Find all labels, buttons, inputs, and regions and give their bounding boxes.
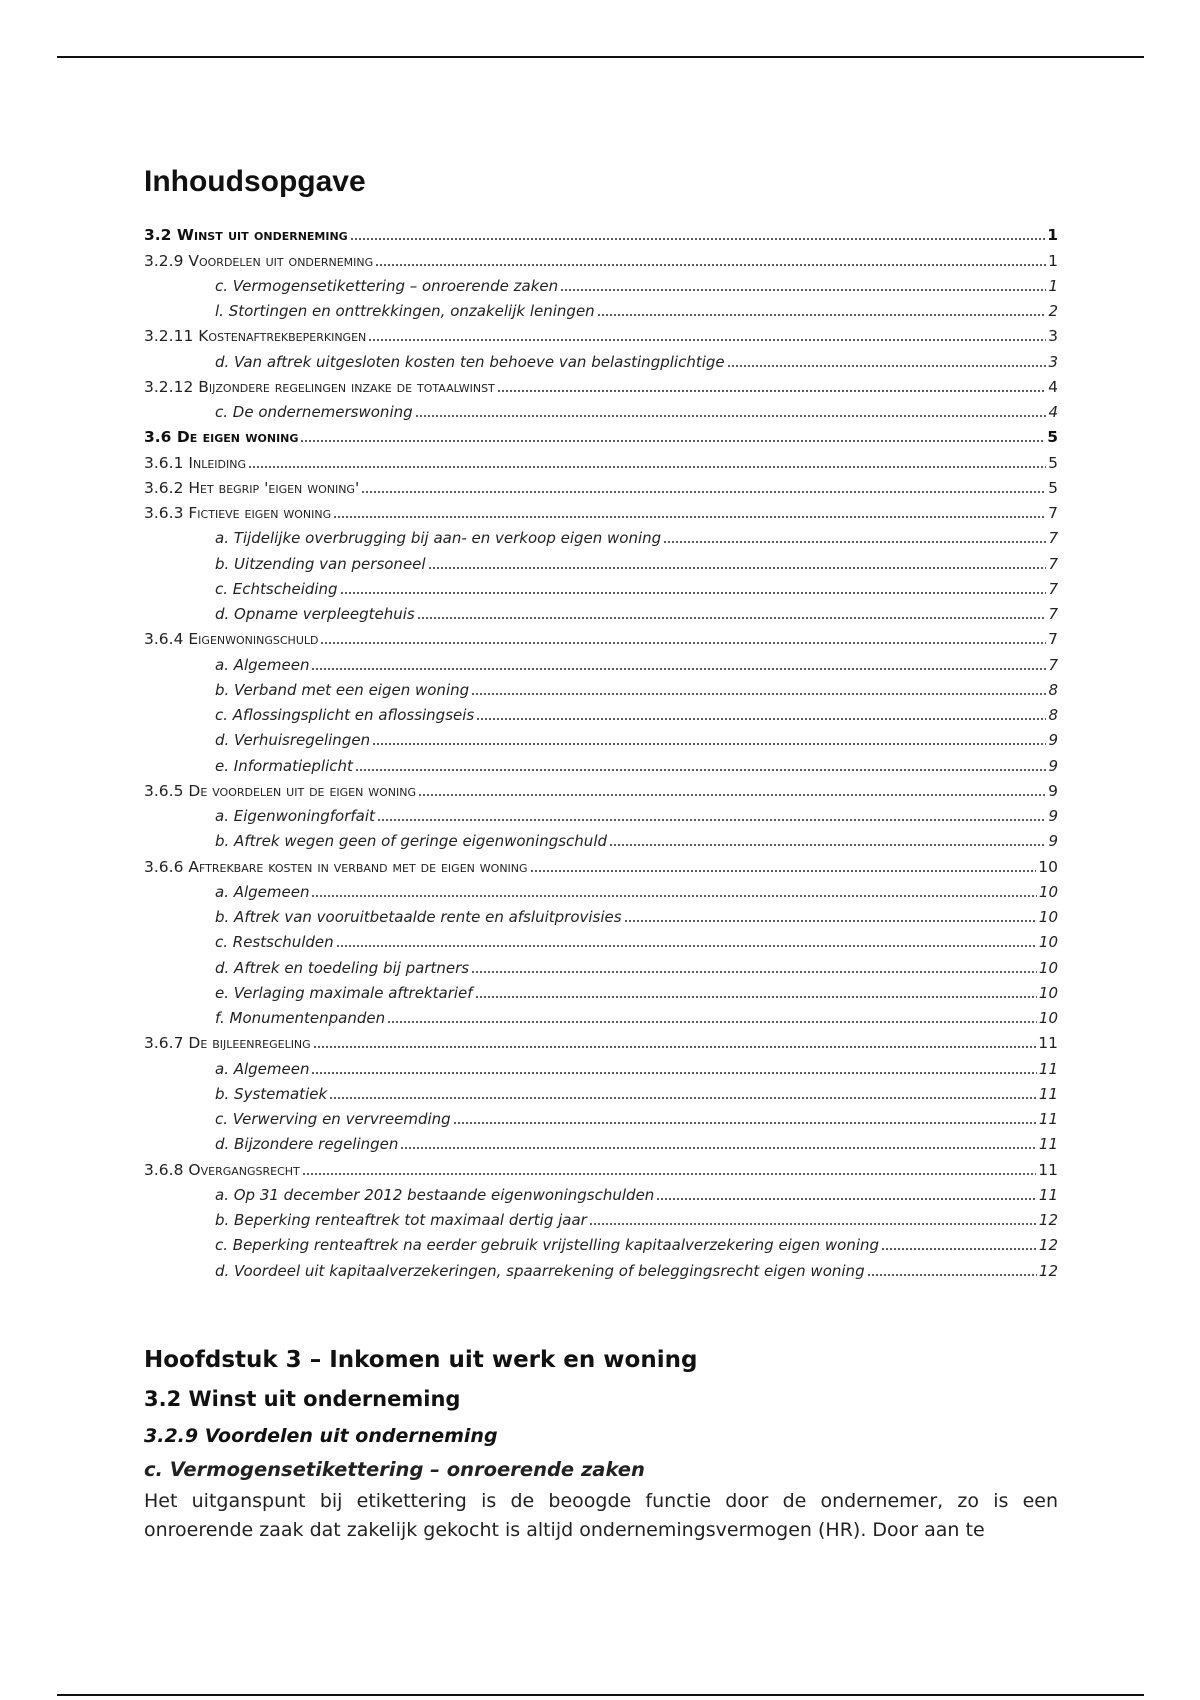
toc-dot-leader [418,794,1046,796]
toc-dot-leader [372,743,1046,745]
toc-entry-text: d. Verhuisregelingen [215,731,371,750]
toc-page-number: 1 [1048,251,1058,270]
toc-entry-text: Eigenwoningschuld [188,630,319,649]
toc-dot-leader [417,617,1047,619]
toc-entry-title [215,402,413,422]
toc-entry-text: Aftrekbare kosten in verband met de eigen woning [188,857,528,876]
toc-page-number: 11 [1038,1135,1058,1154]
toc-page-number: 7 [1048,655,1058,674]
toc-title: Inhoudsopgave [144,165,366,198]
toc-entry[interactable] [144,1104,1058,1129]
toc-dot-leader [313,1046,1037,1048]
toc-dot-leader [336,945,1037,947]
toc-entry-title [215,907,622,927]
toc-entry[interactable] [144,700,1058,725]
toc-entry[interactable] [144,271,1058,296]
toc-entry-title [215,1210,587,1230]
toc-entry-title [144,453,246,473]
toc-entry[interactable] [144,1154,1058,1179]
toc-entry-text: Voordelen uit onderneming [188,251,374,270]
toc-entry-text: c. Beperking renteaftrek na eerder gebruik vrijstelling kapitaalverzekering eigen woning [215,1236,880,1255]
toc-entry[interactable] [144,1129,1058,1154]
toc-page-number: 12 [1038,1236,1058,1255]
toc-dot-leader [867,1274,1037,1276]
toc-entry[interactable] [144,1255,1058,1280]
toc-entry[interactable] [144,851,1058,876]
toc-entry-title [215,1261,865,1281]
toc-entry[interactable] [144,245,1058,270]
toc-entry[interactable] [144,574,1058,599]
toc-entry-number: 3.6.3 [144,504,184,522]
toc-entry-text: d. Bijzondere regelingen [215,1135,399,1154]
toc-entry[interactable] [144,624,1058,649]
toc-page-number: 4 [1048,403,1058,421]
toc-page-number: 10 [1038,882,1058,901]
toc-dot-leader [311,1072,1036,1074]
toc-entry[interactable] [144,447,1058,472]
toc-entry[interactable] [144,1079,1058,1104]
toc-entry-text: De bijleenregeling [188,1034,311,1053]
toc-dot-leader [624,920,1037,922]
toc-dot-leader [333,516,1046,518]
toc-page-number: 9 [1048,731,1058,750]
toc-entry[interactable] [144,801,1058,826]
toc-page-number: 7 [1048,605,1058,623]
toc-page-number: 2 [1048,302,1058,320]
toc-dot-leader [311,668,1046,670]
toc-entry-title [144,427,298,447]
toc-page-number: 10 [1038,958,1058,977]
toc-entry[interactable] [144,1205,1058,1230]
toc-page-number: 1 [1048,276,1058,295]
toc-page-number: 5 [1047,428,1058,447]
toc-entry[interactable] [144,397,1058,422]
toc-entry[interactable] [144,927,1058,952]
toc-page-number: 7 [1048,504,1058,522]
toc-entry-title [144,251,373,271]
toc-entry[interactable] [144,675,1058,700]
toc-page-number: 11 [1038,1160,1058,1179]
toc-dot-leader [475,996,1037,998]
toc-entry-text: b. Verband met een eigen woning [215,680,470,699]
toc-entry[interactable] [144,422,1058,447]
toc-dot-leader [387,1021,1037,1023]
toc-page-number: 4 [1048,377,1058,396]
toc-entry[interactable] [144,346,1058,371]
toc-dot-leader [377,819,1047,821]
subsubsection-heading: c. Vermogensetikettering – onroerende zaken [144,1458,645,1481]
header-rule [57,56,1144,58]
toc-entry-number: 3.6.4 [144,630,184,649]
toc-entry-number: 3.6.8 [144,1160,184,1179]
toc-page-number: 7 [1048,529,1058,548]
toc-entry-title [144,225,348,245]
toc-entry-text: a. Op 31 december 2012 bestaande eigenwoningschulden [215,1185,655,1204]
toc-dot-leader [428,567,1047,569]
toc-entry-title [215,1008,385,1028]
toc-entry-text: a. Algemeen [215,655,310,674]
toc-page-number: 11 [1038,1084,1058,1103]
toc-page-number: 1 [1047,226,1058,245]
toc-entry-title [215,352,725,372]
toc-page-number: 11 [1038,1185,1058,1204]
toc-entry-title [144,629,318,649]
toc-dot-leader [471,971,1037,973]
toc-entry-text: c. Restschulden [215,933,334,952]
toc-entry-title [215,301,595,321]
toc-entry[interactable] [144,498,1058,523]
toc-dot-leader [497,390,1046,392]
toc-entry-text: c. Verwerving en vervreemding [215,1110,451,1128]
toc-page-number: 10 [1038,933,1058,952]
toc-dot-leader [530,870,1037,872]
toc-page-number: 3 [1048,352,1058,371]
toc-entry-text: a. Eigenwoningforfait [215,807,375,825]
toc-entry-number: 3.6.7 [144,1034,184,1053]
toc-page-number: 3 [1048,327,1058,346]
toc-entry-text: c. Vermogensetikettering – onroerende zaken [215,276,559,295]
toc-page-number: 11 [1038,1034,1058,1053]
toc-page-number: 7 [1048,630,1058,649]
toc-entry-text: e. Verlaging maximale aftrektarief [215,983,473,1002]
toc-dot-leader [453,1122,1037,1124]
toc-entry-title [215,958,469,978]
toc-entry-title [215,1059,309,1079]
toc-entry-title [215,756,353,776]
toc-entry-title [215,604,415,624]
toc-entry-text: Inleiding [188,453,246,472]
toc-entry[interactable] [144,649,1058,674]
toc-dot-leader [609,844,1046,846]
toc-entry-text: a. Tijdelijke overbrugging bij aan- en verkoop eigen woning [215,529,662,548]
toc-entry-title [144,857,528,877]
toc-dot-leader [663,541,1046,543]
toc-page-number: 9 [1048,832,1058,851]
toc-entry-text: Bijzondere regelingen inzake de totaalwinst [198,377,495,396]
toc-page-number: 7 [1048,554,1058,573]
toc-entry[interactable] [144,776,1058,801]
toc-entry-title [144,1160,300,1180]
toc-entry[interactable] [144,372,1058,397]
toc-entry[interactable] [144,750,1058,775]
toc-entry-title [144,326,366,346]
toc-dot-leader [302,1173,1037,1175]
toc-dot-leader [350,238,1046,240]
toc-dot-leader [368,339,1046,341]
toc-entry-text: d. Van aftrek uitgesloten kosten ten behoeve van belastingplichtige [215,352,725,371]
toc-page-number: 9 [1048,781,1058,800]
table-of-contents [144,220,1058,1281]
toc-entry-title [215,932,334,952]
toc-page-number: 7 [1048,579,1058,598]
toc-entry-title [215,579,338,599]
toc-page-number: 10 [1038,908,1058,926]
subsection-heading: 3.2.9 Voordelen uit onderneming [144,1425,498,1447]
toc-entry-text: De eigen woning [176,428,299,447]
body-paragraph: Het uitganspunt bij etikettering is de beoogde functie door de ondernemer, zo is een onroerende zaak dat zakelijk gekocht is altijd ondernemingsvermogen (HR). Door aan te [144,1490,1058,1541]
toc-page-number: 12 [1038,1261,1058,1280]
toc-entry-number: 3.2.11 [144,327,194,346]
toc-entry-number: 3.2.12 [144,377,194,396]
toc-entry-text: Het begrip 'eigen woning' [188,478,360,497]
toc-entry-title [215,1084,327,1104]
toc-entry-text: b. Beperking renteaftrek tot maximaal dertig jaar [215,1211,587,1229]
toc-dot-leader [656,1198,1037,1200]
toc-entry-text: d. Aftrek en toedeling bij partners [215,958,470,977]
toc-entry-number: 3.6 [144,428,172,447]
toc-entry-title [215,528,661,548]
toc-dot-leader [340,592,1047,594]
toc-entry-text: De voordelen uit de eigen woning [188,781,417,800]
toc-dot-leader [320,642,1046,644]
toc-entry-text: l. Stortingen en onttrekkingen, onzakelijk leningen [215,302,595,320]
toc-dot-leader [361,491,1046,493]
toc-entry-title [144,503,331,523]
toc-dot-leader [355,769,1047,771]
toc-entry-text: b. Uitzending van personeel [215,554,426,573]
toc-entry-text: f. Monumentenpanden [215,1009,386,1027]
toc-entry-text: a. Algemeen [215,1059,310,1078]
toc-entry-number: 3.6.5 [144,781,184,800]
toc-entry-title [215,831,607,851]
toc-dot-leader [248,466,1046,468]
toc-entry-title [215,882,309,902]
toc-entry-title [215,1109,451,1129]
toc-entry-title [215,806,375,826]
toc-entry-text: b. Systematiek [215,1084,328,1103]
toc-entry-title [144,478,359,498]
toc-entry-text: b. Aftrek wegen geen of geringe eigenwoningschuld [215,832,608,851]
toc-entry-text: Overgangsrecht [188,1160,300,1179]
toc-entry[interactable] [144,725,1058,750]
toc-entry[interactable] [144,952,1058,977]
toc-entry[interactable] [144,220,1058,245]
toc-entry-title [215,1134,398,1154]
toc-entry[interactable] [144,902,1058,927]
toc-page-number: 9 [1048,807,1058,825]
footer-rule [57,1694,1144,1696]
toc-page-number: 5 [1048,453,1058,472]
toc-entry-title [215,1235,879,1255]
toc-dot-leader [311,895,1036,897]
toc-dot-leader [597,314,1047,316]
toc-entry-number: 3.6.2 [144,478,184,497]
toc-entry[interactable] [144,523,1058,548]
toc-page-number: 9 [1048,756,1058,775]
toc-entry[interactable] [144,1180,1058,1205]
toc-page-number: 11 [1038,1059,1058,1078]
toc-dot-leader [881,1248,1037,1250]
toc-entry-title [215,705,474,725]
toc-entry-text: Winst uit onderneming [176,226,348,245]
toc-entry-number: 3.2 [144,226,172,245]
toc-entry[interactable] [144,1028,1058,1053]
toc-entry-title [215,276,558,296]
toc-page-number: 8 [1048,680,1058,699]
toc-page-number: 12 [1038,1211,1058,1229]
toc-entry-title [144,1033,311,1053]
toc-entry-text: d. Voordeel uit kapitaalverzekeringen, spaarrekening of beleggingsrecht eigen woning [215,1261,865,1280]
toc-entry[interactable] [144,296,1058,321]
toc-entry[interactable] [144,1053,1058,1078]
toc-entry-title [215,1185,654,1205]
toc-dot-leader [560,289,1046,291]
toc-page-number: 10 [1038,1009,1058,1027]
toc-entry-number: 3.6.1 [144,453,184,472]
toc-page-number: 5 [1048,478,1058,497]
toc-entry-number: 3.2.9 [144,251,184,270]
toc-entry-text: Fictieve eigen woning [188,504,332,522]
toc-entry-title [215,680,469,700]
toc-entry-text: b. Aftrek van vooruitbetaalde rente en afsluitprovisies [215,908,622,926]
toc-dot-leader [415,415,1047,417]
toc-entry[interactable] [144,978,1058,1003]
toc-entry[interactable] [144,1230,1058,1255]
toc-page-number: 11 [1038,1110,1058,1128]
toc-entry[interactable] [144,826,1058,851]
toc-dot-leader [300,440,1045,442]
toc-entry[interactable] [144,877,1058,902]
toc-dot-leader [589,1223,1037,1225]
toc-entry-title [144,781,416,801]
toc-dot-leader [400,1147,1037,1149]
toc-dot-leader [329,1097,1037,1099]
toc-entry-title [215,554,426,574]
toc-entry-title [144,377,495,397]
toc-entry-text: e. Informatieplicht [215,756,353,775]
document-body [144,1340,1058,1545]
toc-entry[interactable] [144,599,1058,624]
toc-page-number: 10 [1038,857,1058,876]
toc-entry[interactable] [144,548,1058,573]
toc-dot-leader [375,264,1046,266]
toc-dot-leader [471,693,1046,695]
chapter-heading: Hoofdstuk 3 – Inkomen uit werk en woning [144,1347,698,1373]
toc-entry-title [215,730,370,750]
toc-entry-text: c. Echtscheiding [215,579,338,598]
toc-entry-text: c. De ondernemerswoning [215,403,413,421]
toc-page-number: 8 [1048,706,1058,724]
toc-dot-leader [476,718,1046,720]
toc-dot-leader [727,365,1047,367]
toc-entry-title [215,655,309,675]
toc-entry-text: Kostenaftrekbeperkingen [198,327,367,346]
toc-entry[interactable] [144,321,1058,346]
toc-entry-text: a. Algemeen [215,882,310,901]
toc-entry-text: c. Aflossingsplicht en aflossingseis [215,706,475,724]
toc-page-number: 10 [1038,983,1058,1002]
toc-entry-text: d. Opname verpleegtehuis [215,605,415,623]
toc-entry[interactable] [144,473,1058,498]
toc-entry[interactable] [144,1003,1058,1028]
toc-entry-number: 3.6.6 [144,857,184,876]
section-heading: 3.2 Winst uit onderneming [144,1387,461,1411]
toc-entry-title [215,983,473,1003]
